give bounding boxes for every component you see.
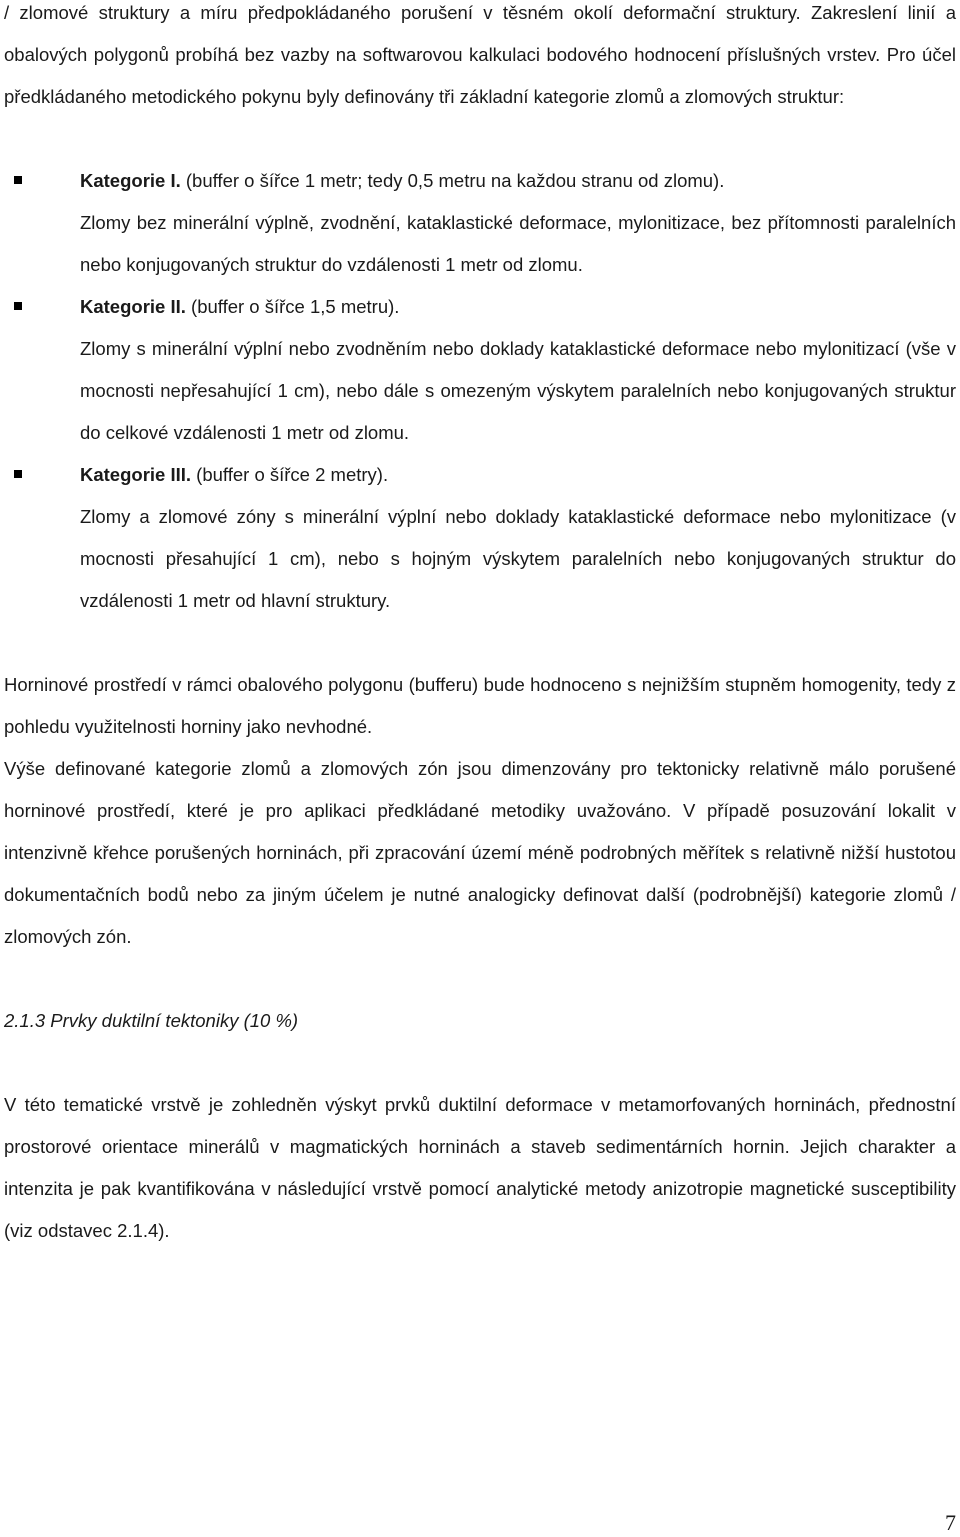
category-description: Zlomy s minerální výplní nebo zvodněním nebo doklady kataklastické deformace nebo mylonitizací (vše v mocnosti nepřesahující 1 cm), nebo dále s omezeným výskytem paralelních nebo konjugovaných struktur do celkové vzdálenosti 1 metr od zlomu. xyxy=(80,338,956,443)
category-title: Kategorie I. xyxy=(80,170,181,191)
category-title: Kategorie III. xyxy=(80,464,192,485)
category-heading xyxy=(4,286,956,328)
category-buffer: (buffer o šířce 2 metry). xyxy=(196,464,389,485)
square-bullet-icon xyxy=(14,176,22,184)
category-title: Kategorie II. xyxy=(80,296,186,317)
square-bullet-icon xyxy=(14,470,22,478)
environment-paragraph: Horninové prostředí v rámci obalového polygonu (bufferu) bude hodnoceno s nejnižším stupněm homogenity, tedy z pohledu využitelnosti horniny jako nevhodné. xyxy=(4,674,956,737)
category-heading xyxy=(4,160,956,202)
ductile-paragraph: V této tematické vrstvě je zohledněn výskyt prvků duktilní deformace v metamorfovaných horninách, přednostní prostorové orientace minerálů v magmatických horninách a staveb sedimentárních hornin. Jejich charakter a intenzita je pak kvantifikována v následující vrstvě pomocí analytické metody anizotropie magnetické susceptibility (viz odstavec 2.1.4). xyxy=(4,1094,956,1241)
fault-category-list xyxy=(4,160,956,622)
category-item xyxy=(4,286,956,454)
category-buffer: (buffer o šířce 1 metr; tedy 0,5 metru na každou stranu od zlomu). xyxy=(185,170,725,191)
document-page xyxy=(4,0,956,1252)
category-item xyxy=(4,160,956,286)
category-description: Zlomy a zlomové zóny s minerální výplní nebo doklady kataklastické deformace nebo mylonitizace (v mocnosti přesahující 1 cm), nebo s hojným výskytem paralelních nebo konjugovaných struktur do vzdálenosti 1 metr od hlavní struktury. xyxy=(80,506,956,611)
section-heading: 2.1.3 Prvky duktilní tektoniky (10 %) xyxy=(4,1010,299,1031)
category-buffer: (buffer o šířce 1,5 metru). xyxy=(191,296,400,317)
square-bullet-icon xyxy=(14,302,22,310)
category-item xyxy=(4,454,956,622)
category-description: Zlomy bez minerální výplně, zvodnění, kataklastické deformace, mylonitizace, bez přítomnosti paralelních nebo konjugovaných struktur do vzdálenosti 1 metr od zlomu. xyxy=(80,212,956,275)
intro-paragraph: / zlomové struktury a míru předpokládaného porušení v těsném okolí deformační struktury. Zakreslení linií a obalových polygonů probíhá bez vazby na softwarovou kalkulaci bodového hodnocení příslušných vrstev. Pro účel předkládaného metodického pokynu byly definovány tři základní kategorie zlomů a zlomových struktur: xyxy=(4,2,956,107)
page-number: 7 xyxy=(945,1510,956,1535)
categories-paragraph: Výše definované kategorie zlomů a zlomových zón jsou dimenzovány pro tektonicky relativně málo porušené horninové prostředí, které je pro aplikaci předkládané metodiky uvažováno. V případě posuzování lokalit v intenzivně křehce porušených horninách, při zpracování území méně podrobných měřítek s relativně nižší hustotou dokumentačních bodů nebo za jiným účelem je nutné analogicky definovat další (podrobnější) kategorie zlomů / zlomových zón. xyxy=(4,758,956,947)
category-heading xyxy=(4,454,956,496)
